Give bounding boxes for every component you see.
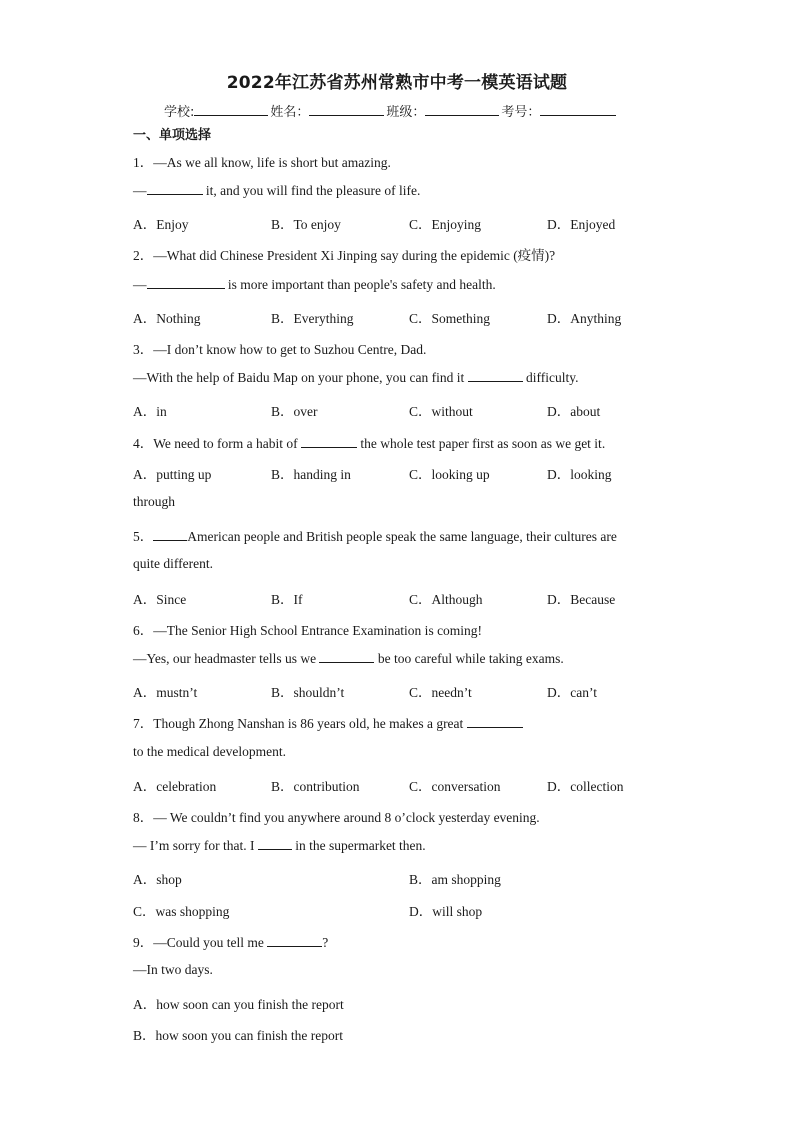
q3-option-c: C．without (409, 404, 473, 419)
section-heading: 一、单项选择 (133, 128, 212, 143)
q8-option-d: D．will shop (409, 904, 483, 919)
q7-option-b: B．contribution (271, 779, 360, 794)
q2-stem: 2．—What did Chinese President Xi Jinping say during the epidemic (疫情)? (133, 248, 556, 263)
answer-blank (319, 650, 374, 663)
q6-option-d: D．can’t (547, 685, 597, 700)
q7-stem: 7．Though Zhong Nanshan is 86 years old, he makes a great (133, 712, 523, 732)
q6-stem: 6．—The Senior High School Entrance Examination is coming! (133, 623, 483, 638)
q3-option-a: A．in (133, 404, 167, 419)
q7-stem-wrap: to the medical development. (133, 744, 286, 759)
q8-stem: 8．— We couldn’t find you anywhere around 8 o’clock yesterday evening. (133, 810, 540, 825)
q9-option-b: B．how soon you can finish the report (133, 1028, 343, 1043)
q6-option-b: B．shouldn’t (271, 685, 345, 700)
q2-option-a: A．Nothing (133, 311, 201, 326)
q4-option-b: B．handing in (271, 467, 351, 482)
q2-option-d: D．Anything (547, 311, 622, 326)
q4-option-c: C．looking up (409, 467, 490, 482)
q1-option-b: B．To enjoy (271, 217, 341, 232)
exam-no-label: 考号： (501, 105, 541, 120)
q6-option-c: C．needn’t (409, 685, 472, 700)
q2-line2: — is more important than people's safety and health. (133, 277, 496, 292)
q7-option-d: D．collection (547, 779, 624, 794)
answer-blank (267, 934, 322, 947)
q8-option-a: A．shop (133, 872, 182, 887)
answer-blank (468, 369, 523, 382)
answer-blank (258, 837, 292, 850)
answer-blank (153, 528, 187, 541)
q1-option-a: A．Enjoy (133, 217, 189, 232)
q9-line2: —In two days. (133, 962, 213, 977)
q4-option-d-wrap: through (133, 494, 175, 509)
answer-blank (147, 182, 203, 195)
answer-blank (301, 435, 357, 448)
q4-option-d: D．looking (547, 467, 612, 482)
q4-option-a: A．putting up (133, 467, 212, 482)
q2-option-c: C．Something (409, 311, 491, 326)
q4-stem: 4．We need to form a habit of the whole test paper first as soon as we get it. (133, 436, 606, 451)
q7-option-c: C．conversation (409, 779, 501, 794)
q5-stem-wrap: quite different. (133, 556, 213, 571)
q6-line2: —Yes, our headmaster tells us we be too careful while taking exams. (133, 651, 564, 666)
name-blank (309, 102, 384, 116)
student-info-row (164, 101, 618, 120)
q2-option-b: B．Everything (271, 311, 354, 326)
school-label: 学校: (164, 105, 195, 120)
q6-option-a: A．mustn’t (133, 685, 198, 700)
q5-stem: 5． American people and British people speak the same language, their cultures are (133, 529, 617, 544)
q5-option-c: C．Although (409, 592, 483, 607)
q8-line2: — I’m sorry for that. I in the supermarket then. (133, 838, 426, 853)
name-label: 姓名： (270, 105, 310, 120)
q1-stem: 1．—As we all know, life is short but amazing. (133, 155, 391, 170)
page-title: 2022年江苏省苏州常熟市中考一模英语试题 (226, 73, 568, 93)
q3-line2: —With the help of Baidu Map on your phone, you can find it difficulty. (133, 370, 579, 385)
q3-option-b: B．over (271, 404, 318, 419)
exam-no-blank (540, 102, 616, 116)
q3-stem: 3．—I don’t know how to get to Suzhou Centre, Dad. (133, 342, 427, 357)
school-blank (194, 102, 268, 116)
q9-stem: 9．—Could you tell me ? (133, 935, 329, 950)
q1-line2: — it, and you will find the pleasure of life. (133, 183, 421, 198)
q7-option-a: A．celebration (133, 779, 217, 794)
q9-option-a: A．how soon can you finish the report (133, 997, 344, 1012)
answer-blank (467, 715, 523, 728)
answer-blank (147, 276, 225, 289)
q5-option-d: D．Because (547, 592, 616, 607)
q8-option-c: C．was shopping (133, 904, 230, 919)
q8-option-b: B．am shopping (409, 872, 501, 887)
class-blank (425, 102, 499, 116)
q5-option-a: A．Since (133, 592, 187, 607)
q5-option-b: B．If (271, 592, 303, 607)
q1-option-c: C．Enjoying (409, 217, 482, 232)
q3-option-d: D．about (547, 404, 601, 419)
q1-option-d: D．Enjoyed (547, 217, 616, 232)
class-label: 班级： (386, 105, 426, 120)
